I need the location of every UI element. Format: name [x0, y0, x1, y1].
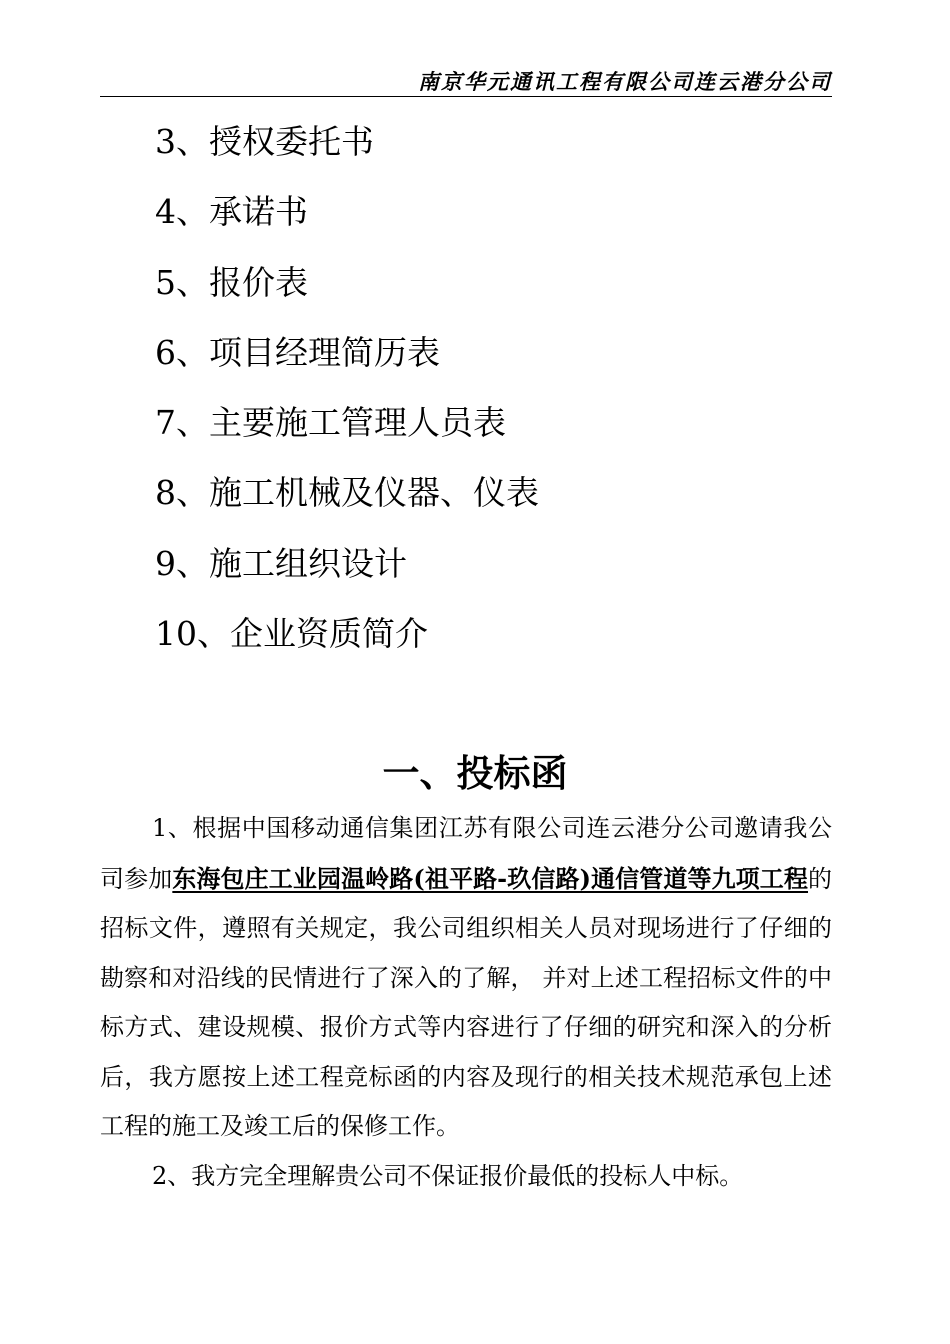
section-title: 一、投标函 — [382, 751, 568, 795]
paragraph-1 — [100, 804, 832, 1152]
page-header — [100, 66, 832, 97]
toc-item: 9、施工组织设计 — [155, 543, 407, 583]
table-of-contents — [155, 118, 539, 680]
toc-item: 7、主要施工管理人员表 — [155, 403, 506, 443]
toc-item: 3、授权委托书 — [155, 122, 374, 161]
paragraph-1-body: 的招标文件，遵照有关规定，我公司组织相关人员对现场进行了仔细的勘察和对沿线的民情进行了深入的了解， 并对上述工程招标文件的中标方式、建设规模、报价方式等内容进行了仔细的研究和深入的分析后，我方愿按上述工程竞标函的内容及现行的相关技术规范承包上述工程的施工及竣工后的保修工作。 — [100, 864, 833, 1140]
header-company-name: 南京华元通讯工程有限公司连云港分公司 — [418, 69, 832, 94]
project-name: 东海包庄工业园温岭路(祖平路-玖信路)通信管道等九项工程 — [172, 863, 809, 893]
toc-item: 8、施工机械及仪器、仪表 — [155, 473, 539, 513]
toc-item: 5、报价表 — [155, 262, 308, 302]
toc-item: 6、项目经理简历表 — [155, 332, 440, 372]
paragraph-1-intro: 1、根据中国移动通信集团江苏有限公司连云港分公司邀请我公司参加 — [100, 814, 832, 893]
toc-item: 10、企业资质简介 — [155, 614, 428, 654]
paragraph-2: 2、我方完全理解贵公司不保证报价最低的投标人中标。 — [152, 1161, 744, 1190]
toc-item: 4、承诺书 — [155, 192, 308, 232]
document-body — [100, 804, 832, 1201]
